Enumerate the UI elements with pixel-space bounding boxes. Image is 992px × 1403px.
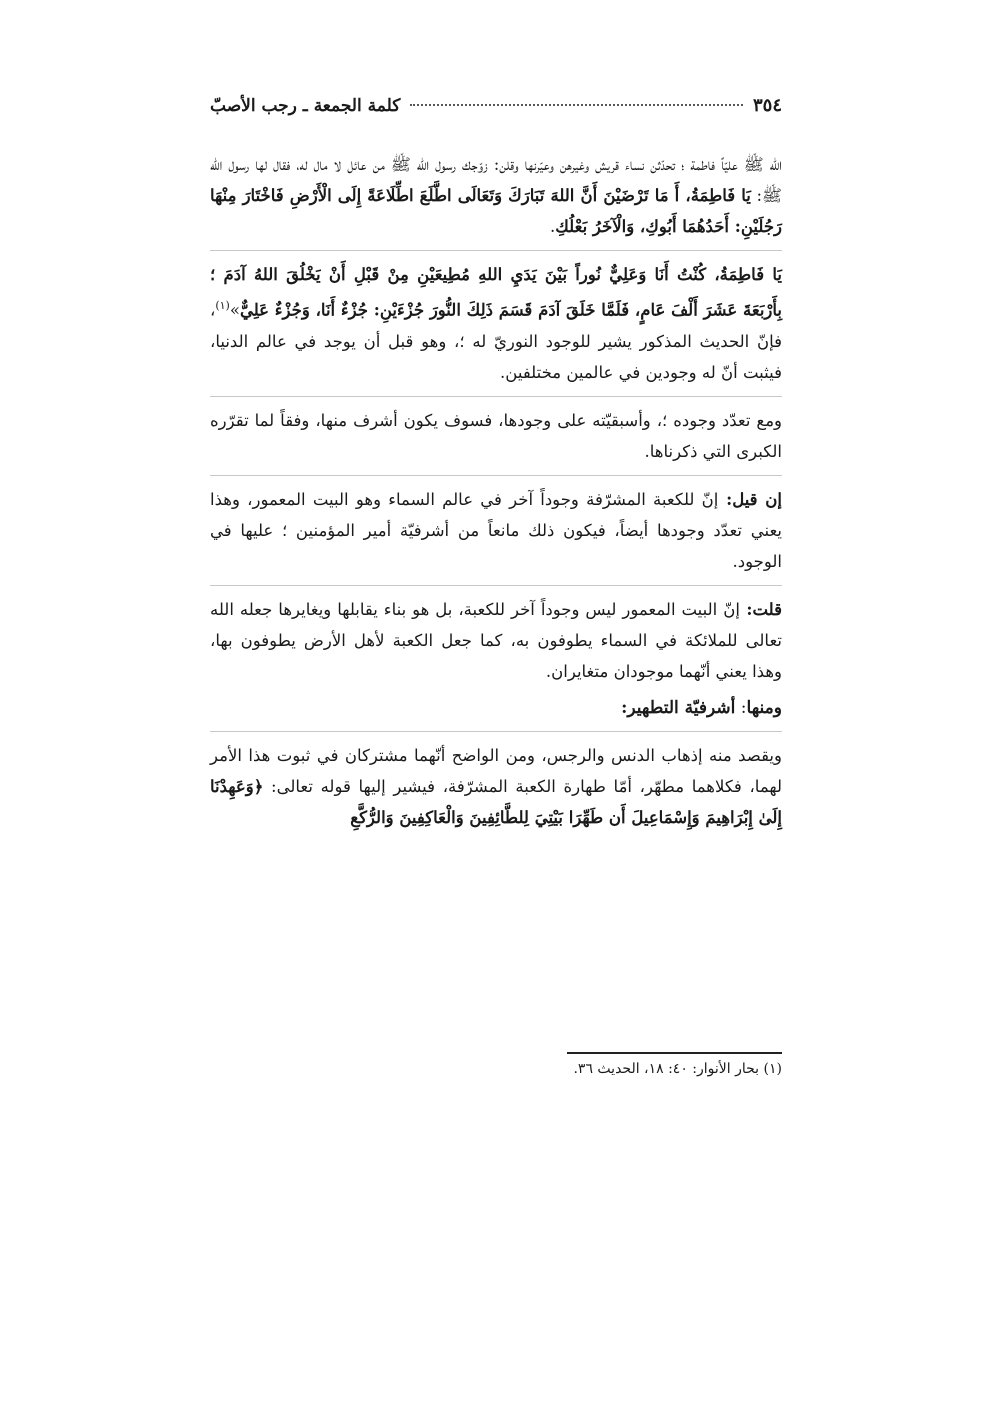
paragraph-text: إنّ البيت المعمور ليس وجوداً آخر للكعبة، بل هو بناء يقابلها ويغايرها جعله الله تعالى للملائكة في السماء يطوفون به، كما جعل الكعبة لأهل الأرض يطوفون بها، وهذا يعني أنّهما موجودان متغايران.	[210, 599, 782, 681]
paragraph-divider	[210, 731, 782, 732]
quoted-text: يَا فَاطِمَةُ، كُنْتُ أَنَا وَعَلِيٌّ نُوراً بَيْنَ يَدَيِ اللهِ مُطِيعَيْنِ مِنْ قَبْلِ أَنْ يَخْلُقَ اللهُ آدَمَ ؛ بِأَرْبَعَةَ عَشَرَ أَلْفَ عَامٍ، فَلَمَّا خَلَقَ آدَمَ قَسَمَ ذَلِكَ النُّورَ جُزْءَيْنِ: جُزْءٌ أَنَا، وَجُزْءٌ عَلِيٌّ	[210, 265, 782, 320]
header-dot-leader	[410, 104, 743, 106]
paragraph-text: ومع تعدّد وجوده ؛، وأسبقيّته على وجودها، فسوف يكون أشرف منها، وفقاً لما تقرّره الكبرى التي ذكرناها.	[210, 410, 782, 461]
page-number: ٣٥٤	[752, 95, 782, 116]
footnote-rule	[567, 1052, 782, 1054]
paragraph-text: .	[549, 217, 556, 236]
paragraph	[210, 149, 782, 242]
paragraph	[210, 594, 782, 687]
section-subheading	[210, 693, 782, 723]
paragraph-divider	[210, 475, 782, 476]
subheading-colon: :	[735, 697, 747, 718]
paragraph-text: ، فإنّ الحديث المذكور يشير للوجود النوريّ له ؛، وهو قبل أن يوجد في عالم الدنيا، فيثبت أنّ له وجودين في عالمين مختلفين.	[210, 300, 782, 382]
paragraph	[210, 405, 782, 467]
final-paragraph	[210, 740, 782, 833]
paragraph-lead: إن قيل:	[718, 489, 782, 509]
footnote: (١) بحار الأنوار: ٤٠: ١٨، الحديث ٣٦.	[573, 1061, 782, 1077]
subheading-title: أشرفيّة التطهير:	[621, 697, 736, 718]
page-body	[210, 149, 782, 833]
paragraph	[210, 484, 782, 577]
running-title: كلمة الجمعة ـ رجب الأصبّ	[210, 96, 401, 116]
paragraph-text: إنّ للكعبة المشرّفة وجوداً آخر في عالم السماء وهو البيت المعمور، وهذا يعني تعدّد وجودها أيضاً، فيكون ذلك مانعاً من أشرفيّة أمير المؤمنين ؛ عليها في الوجود.	[210, 489, 782, 571]
paragraph-divider	[210, 396, 782, 397]
paragraph-text: ويقصد منه إذهاب الدنس والرجس، ومن الواضح أنّهما مشتركان في ثبوت هذا الأمر لهما، فكلاهما مطهّر، أمّا طهارة الكعبة المشرّفة، فيشير إليها قوله تعالى:	[210, 745, 782, 796]
quoted-text: يَا فَاطِمَةُ، أَ مَا تَرْضَيْنَ أَنَّ اللهَ تَبَارَكَ وَتَعَالَى اطَّلَعَ اطِّلَاعَةً إِلَى الْأَرْضِ فَاخْتَارَ مِنْهَا رَجُلَيْنِ: أَحَدُهُمَا أَبُوكِ، وَالْآخَرُ بَعْلُكِ	[210, 186, 782, 236]
paragraph	[210, 259, 782, 388]
quoted-text: ﴿وَعَهِدْنَا إِلَىٰ إِبْرَاهِيمَ وَإِسْمَاعِيلَ أَن طَهِّرَا بَيْتِيَ لِلطَّائِفِينَ وَالْعَاكِفِينَ وَالرُّكَّعِ	[210, 776, 782, 827]
paragraph-divider	[210, 585, 782, 586]
paragraph-text: الله ﷺ عليّاً فاطمة ؛ تحدّثن نساء قريش وغيرهن وعيّرنها وقلن: زوّجك رسول الله ﷺ من عائل لا مال له، فقال لها رسول الله ﷺ:	[210, 155, 782, 205]
paragraph-text: »	[229, 300, 240, 320]
page-header	[210, 95, 782, 135]
paragraph-divider	[210, 250, 782, 251]
subheading-lead: ومنها	[746, 697, 782, 718]
footnote-reference: (١)	[215, 299, 230, 312]
paragraph-lead: قلت:	[739, 599, 782, 619]
document-page	[210, 95, 782, 1315]
